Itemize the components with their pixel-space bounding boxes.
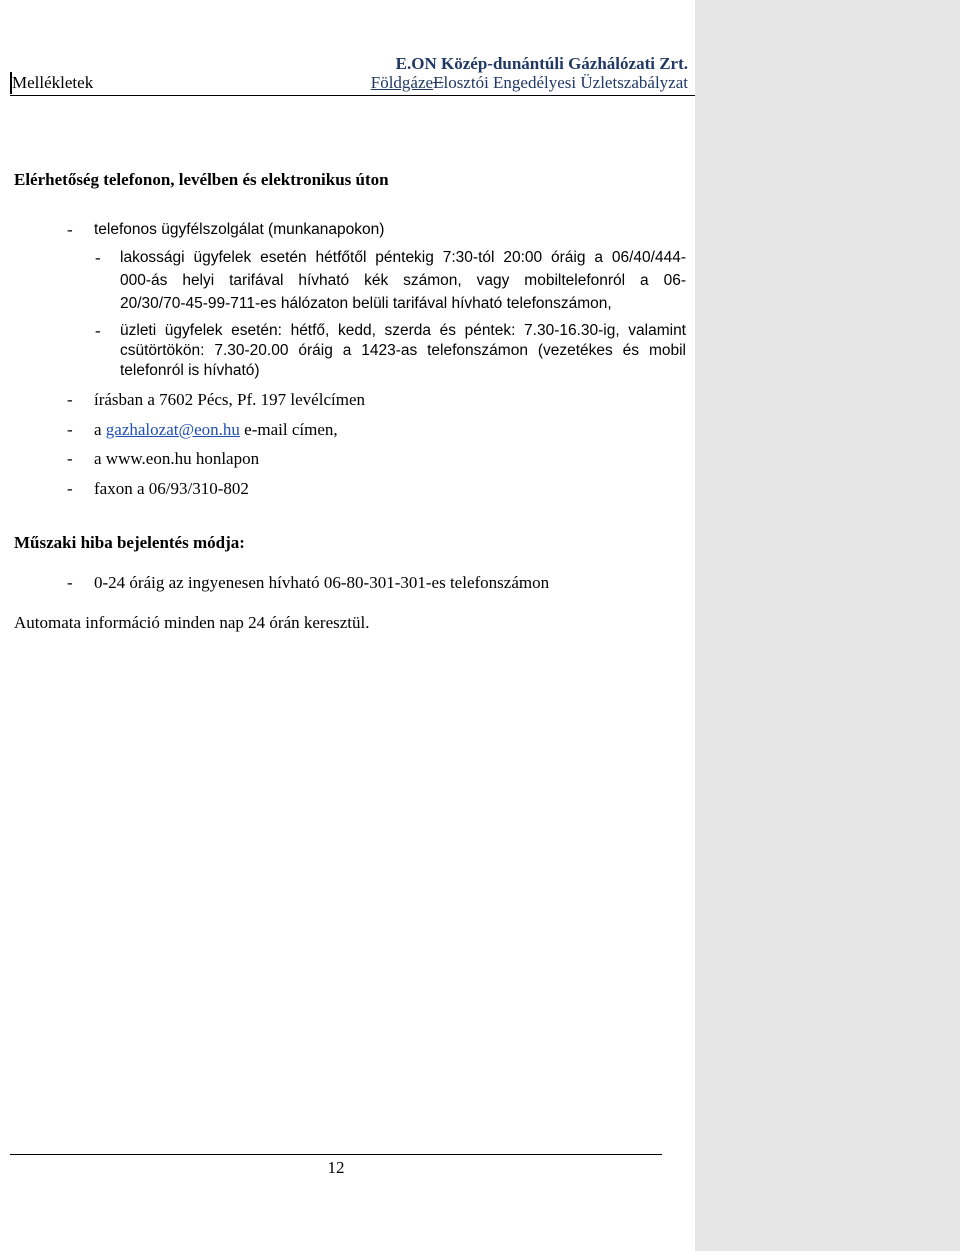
list-bullet: - <box>67 573 73 592</box>
mail-address: írásban a 7602 Pécs, Pf. 197 levélcímen <box>94 390 365 409</box>
list-bullet: - <box>67 390 73 409</box>
business-line-1: üzleti ügyfelek esetén: hétfő, kedd, szerda és péntek: 7.30-16.30-ig, valamint <box>120 322 686 339</box>
residential-line-1: lakossági ügyfelek esetén hétfőtől péntekig 7:30-tól 20:00 óráig a 06/40/444- <box>120 249 686 266</box>
page-number: 12 <box>327 1158 345 1177</box>
list-bullet: - <box>95 321 101 340</box>
list-bullet: - <box>67 420 73 439</box>
email-suffix: e-mail címen, <box>239 420 338 439</box>
list-bullet: - <box>67 479 73 498</box>
header-title-rest: losztói Engedélyesi Üzletszabályzat <box>443 73 688 92</box>
list-bullet: - <box>67 449 73 468</box>
automated-info: Automata információ minden nap 24 órán keresztül. <box>14 613 370 632</box>
email-line <box>94 421 338 438</box>
fault-report-heading: Műszaki hiba bejelentés módja: <box>14 533 245 552</box>
header-rule <box>10 95 695 96</box>
website-line: a www.eon.hu honlapon <box>94 449 260 468</box>
list-bullet: - <box>95 248 101 267</box>
tracked-insertion: Földgáze <box>370 73 434 92</box>
business-line-3: telefonról is hívható) <box>120 362 260 379</box>
email-link[interactable]: gazhalozat@eon.hu <box>105 420 240 439</box>
header-company-name: E.ON Közép-dunántúli Gázhálózati Zrt. <box>395 54 688 73</box>
fax-line: faxon a 06/93/310-802 <box>94 479 249 498</box>
comment-pane <box>695 0 960 1251</box>
business-line-2: csütörtökön: 7.30-20.00 óráig a 1423-as telefonszámon (vezetékes és mobil <box>120 342 686 359</box>
phone-service-label: telefonos ügyfélszolgálat (munkanapokon) <box>94 221 385 238</box>
footer-rule <box>10 1154 662 1155</box>
residential-line-3: 20/30/70-45-99-711-es hálózaton belüli tarifával hívható telefonszámon, <box>120 295 612 312</box>
email-prefix: a <box>94 420 106 439</box>
list-bullet: - <box>67 220 73 239</box>
residential-line-2: 000-ás helyi tarifával hívható kék számon, vagy mobiltelefonról a 06- <box>120 272 686 289</box>
header-section-label: Mellékletek <box>12 73 94 92</box>
header-document-title <box>371 73 688 93</box>
tracked-deletion: E <box>433 73 444 92</box>
contact-heading: Elérhetőség telefonon, levélben és elektronikus úton <box>14 170 389 189</box>
fault-hotline: 0-24 óráig az ingyenesen hívható 06-80-301-301-es telefonszámon <box>94 573 550 592</box>
